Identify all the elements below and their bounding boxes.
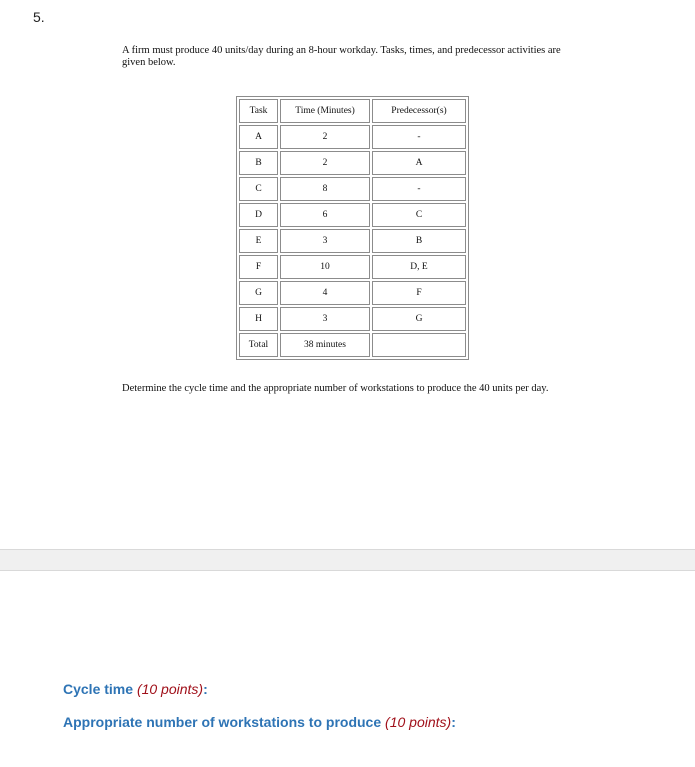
question-number: 5. [33, 9, 45, 25]
cycle-time-label: Cycle time [63, 681, 134, 697]
task-cell: F [239, 255, 278, 279]
time-cell: 6 [280, 203, 370, 227]
total-label-cell: Total [239, 333, 278, 357]
table-row [239, 177, 466, 201]
table-row [239, 281, 466, 305]
predecessor-cell: C [372, 203, 466, 227]
predecessor-cell: A [372, 151, 466, 175]
workstations-points: (10 points) [385, 714, 452, 730]
workstations-colon: : [451, 714, 456, 730]
section-divider [0, 549, 695, 571]
table-total-row [239, 333, 466, 357]
total-empty-cell [372, 333, 466, 357]
predecessor-cell: F [372, 281, 466, 305]
predecessor-cell: G [372, 307, 466, 331]
cycle-time-prompt [63, 681, 208, 697]
table-header-row [239, 99, 466, 123]
header-predecessors: Predecessor(s) [372, 99, 466, 123]
table-row [239, 151, 466, 175]
total-time-cell: 38 minutes [280, 333, 370, 357]
table-row [239, 307, 466, 331]
table-row [239, 203, 466, 227]
task-cell: B [239, 151, 278, 175]
cycle-time-points: (10 points) [136, 681, 204, 697]
time-cell: 2 [280, 151, 370, 175]
workstations-label: Appropriate number of workstations to produce [63, 714, 382, 730]
time-cell: 2 [280, 125, 370, 149]
task-cell: C [239, 177, 278, 201]
task-cell: E [239, 229, 278, 253]
table-row [239, 255, 466, 279]
task-cell: A [239, 125, 278, 149]
table-row [239, 125, 466, 149]
predecessor-cell: D, E [372, 255, 466, 279]
task-cell: H [239, 307, 278, 331]
time-cell: 3 [280, 307, 370, 331]
problem-intro: A firm must produce 40 units/day during an 8-hour workday. Tasks, times, and predecessor activities are given below. [122, 45, 561, 68]
predecessor-cell: - [372, 125, 466, 149]
time-cell: 8 [280, 177, 370, 201]
task-cell: G [239, 281, 278, 305]
cycle-time-colon: : [203, 681, 208, 697]
header-task: Task [239, 99, 278, 123]
time-cell: 10 [280, 255, 370, 279]
predecessor-cell: - [372, 177, 466, 201]
time-cell: 4 [280, 281, 370, 305]
header-time: Time (Minutes) [280, 99, 370, 123]
table-row [239, 229, 466, 253]
task-cell: D [239, 203, 278, 227]
task-table [236, 96, 469, 360]
predecessor-cell: B [372, 229, 466, 253]
workstations-prompt [63, 714, 456, 730]
question-text: Determine the cycle time and the appropriate number of workstations to produce the 40 units per day. [122, 383, 549, 394]
time-cell: 3 [280, 229, 370, 253]
